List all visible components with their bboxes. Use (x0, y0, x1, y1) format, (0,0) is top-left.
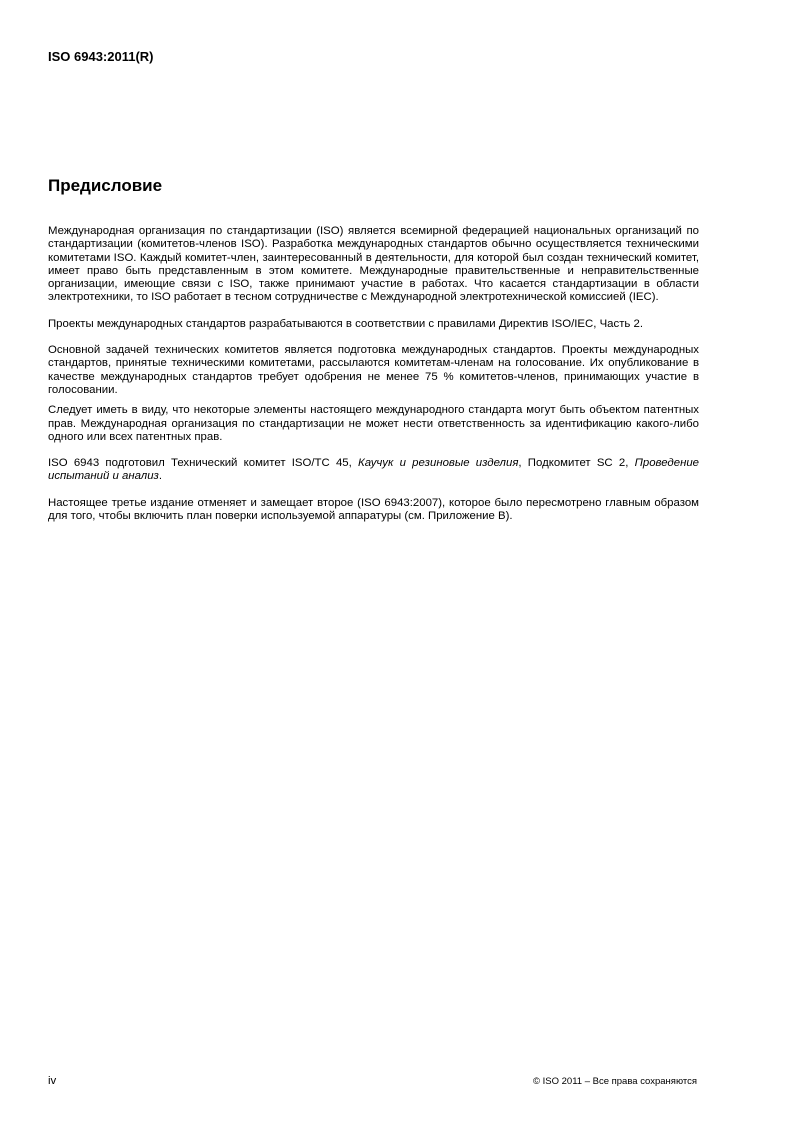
subcommittee-title: Проведение испытаний и анализ (48, 457, 700, 483)
committee-suffix: . (158, 470, 163, 483)
page-number: iv (48, 1075, 57, 1087)
foreword-body (48, 225, 699, 523)
foreword-paragraph-edition-note: Настоящее третье издание отменяет и замещает второе (ISO 6943:2007), которое было пересмотрено главным образом для того, чтобы включить план поверки используемой аппаратуры (см. Приложение В). (48, 496, 699, 523)
document-code-header: ISO 6943:2011(R) (48, 49, 154, 64)
copyright-notice: © ISO 2011 – Все права сохраняются (532, 1076, 697, 1087)
foreword-title: Предисловие (48, 176, 163, 195)
foreword-paragraph-committees-task: Основной задачей технических комитетов является подготовка международных стандартов. Проекты международных стандартов, принятые техническими комитетами, рассылаются комитетам-членам на голосование. Их опубликование в качестве международных стандартов требует одобрения не менее 75 % комитетов-членов, принимающих участие в голосовании. (48, 344, 699, 396)
committee-middle: , Подкомитет SC 2, (518, 457, 635, 470)
committee-prefix: ISO 6943 подготовил Технический комитет ISO/TC 45, (48, 457, 359, 470)
committee-title: Каучук и резиновые изделия (358, 457, 519, 470)
foreword-paragraph-committee (48, 457, 699, 484)
foreword-paragraph-iso-organization: Международная организация по стандартизации (ISO) является всемирной федерацией национальных организаций по стандартизации (комитетов-членов ISO). Разработка международных стандартов обычно осуществляется техническими комитетами ISO. Каждый комитет-член, заинтересованный в деятельности, для которой был создан технический комитет, имеет право быть представленным в этом комитете. Международные правительственные и неправительственные организации, имеющие связи с ISO, также принимают участие в работах. Что касается стандартизации в области электротехники, то ISO работает в тесном сотрудничестве с Международной электротехнической комиссией (IEC). (48, 225, 699, 304)
foreword-paragraph-directives: Проекты международных стандартов разрабатываются в соответствии с правилами Директив ISO/IEC, Часть 2. (48, 317, 644, 330)
foreword-paragraph-patent-rights: Следует иметь в виду, что некоторые элементы настоящего международного стандарта могут быть объектом патентных прав. Международная организация по стандартизации не может нести ответственность за идентификацию какого-либо одного или всех патентных прав. (48, 404, 699, 443)
